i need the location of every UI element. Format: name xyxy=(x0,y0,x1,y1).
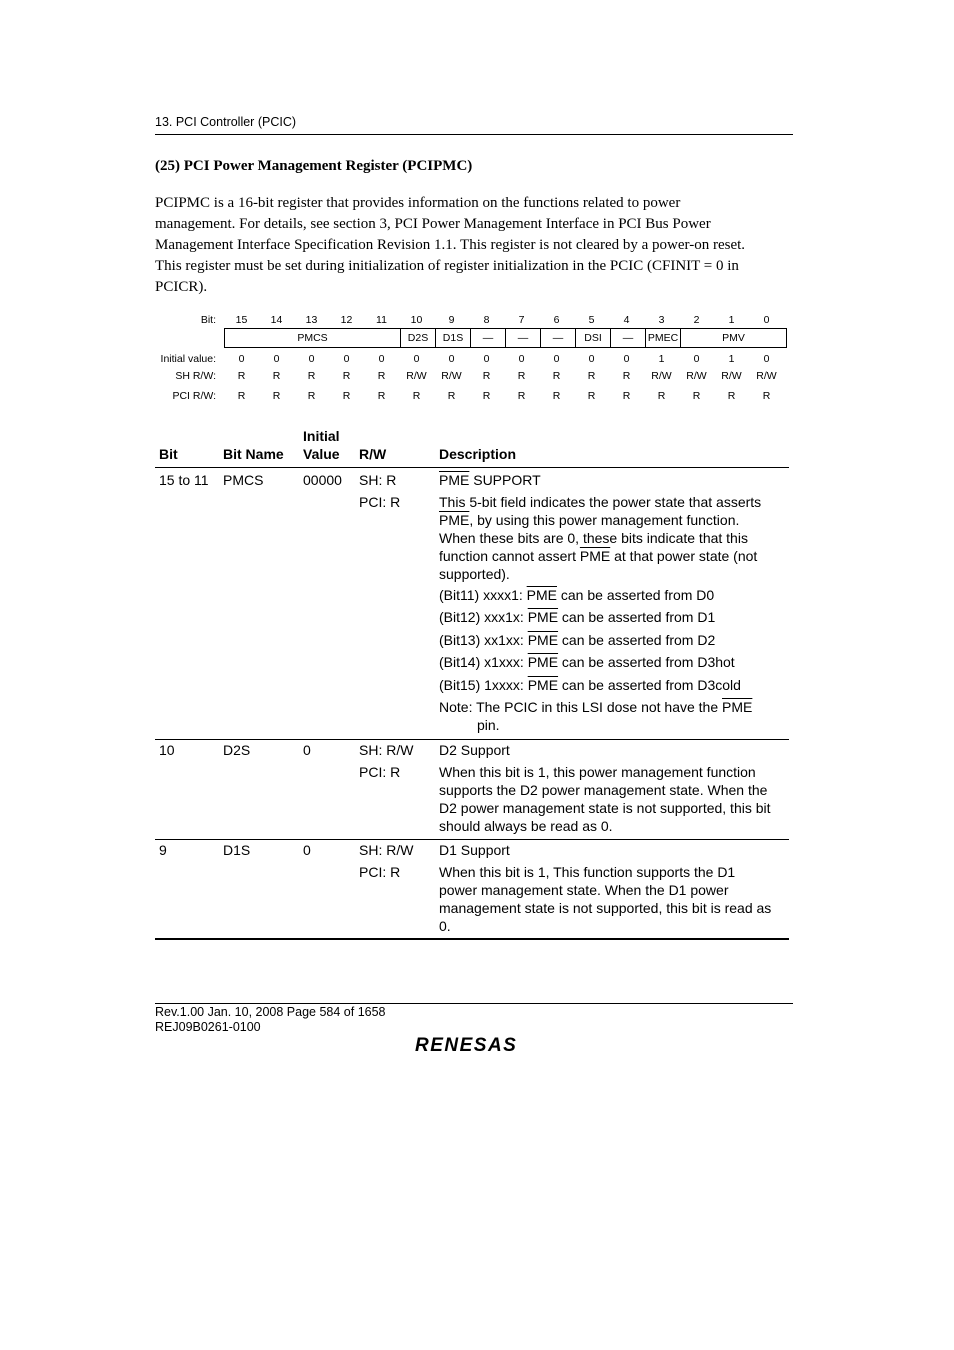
cell-description xyxy=(439,493,789,583)
desc-line: This 5-bit field indicates the power state that asserts xyxy=(439,494,762,510)
bit-number: 14 xyxy=(270,314,283,326)
bit-number: 11 xyxy=(376,314,387,326)
desc-line: supports the D2 power management state. When the xyxy=(439,782,768,798)
sh-rw-value: R/W xyxy=(721,370,742,382)
sh-rw-value: R xyxy=(482,370,491,382)
initial-value: 0 xyxy=(343,353,350,365)
pci-rw-value: R xyxy=(727,390,736,402)
desc-line: When this bit is 1, this power management function xyxy=(439,764,756,780)
field-d2s: D2S xyxy=(400,328,436,348)
header-rule xyxy=(155,134,793,135)
field-reserved-4: — xyxy=(610,328,646,348)
footer-doc-number: REJ09B0261-0100 xyxy=(155,1020,261,1034)
col-header-description: Description xyxy=(439,446,517,462)
sh-rw-value: R xyxy=(307,370,316,382)
sh-rw-value: R/W xyxy=(686,370,707,382)
table-bottom-rule xyxy=(155,938,789,940)
desc-line: When these bits are 0, these bits indicate that this xyxy=(439,530,748,546)
cell-description-title: D1 Support xyxy=(439,842,510,858)
desc-item: (Bit15) 1xxxx: $\overline{PME}$ can be asserted from D3cold xyxy=(439,677,741,693)
intro-paragraph xyxy=(155,193,795,298)
cell-bit-name: D1S xyxy=(223,842,251,858)
cell-description-title: D2 Support xyxy=(439,742,510,758)
sh-rw-value: R xyxy=(587,370,596,382)
cell-bit: 9 xyxy=(159,842,167,858)
initial-value: 0 xyxy=(378,353,385,365)
running-header: 13. PCI Controller (PCIC) xyxy=(155,115,297,129)
cell-rw-sh: SH: R/W xyxy=(359,842,414,858)
field-pmec: PMEC xyxy=(645,328,681,348)
desc-line: 0. xyxy=(439,918,451,934)
bit-number: 2 xyxy=(693,314,700,326)
intro-line: management. For details, see section 3, PCI Power Management Interface in PCI Bus Power xyxy=(155,216,711,232)
bit-number: 6 xyxy=(553,314,560,326)
cell-description xyxy=(439,863,789,935)
desc-line: should always be read as 0. xyxy=(439,818,613,834)
bit-number: 7 xyxy=(518,314,525,326)
initial-value: 0 xyxy=(308,353,315,365)
sh-rw-value: R xyxy=(342,370,351,382)
footer-rule xyxy=(155,1003,793,1004)
pci-rw-value: R xyxy=(482,390,491,402)
initial-value: 0 xyxy=(518,353,525,365)
cell-initial: 0 xyxy=(303,742,311,758)
sh-rw-value: R/W xyxy=(406,370,427,382)
desc-line: management state is not supported, this bit is read as xyxy=(439,900,772,916)
bit-number: 15 xyxy=(235,314,248,326)
initial-value: 0 xyxy=(238,353,245,365)
desc-item: (Bit14) x1xxx: $\overline{PME}$ can be asserted from D3hot xyxy=(439,654,735,670)
initial-value: 0 xyxy=(763,353,770,365)
field-reserved-6: — xyxy=(540,328,576,348)
initial-value: 0 xyxy=(553,353,560,365)
sh-rw-value: R xyxy=(272,370,281,382)
initial-value: 1 xyxy=(728,353,735,365)
pci-rw-value: R xyxy=(587,390,596,402)
renesas-logo xyxy=(415,1034,533,1059)
sh-rw-value: R xyxy=(377,370,386,382)
field-d1s: D1S xyxy=(435,328,471,348)
intro-line: Management Interface Specification Revision 1.1. This register is not cleared by a power-on reset. xyxy=(155,237,746,253)
bit-number: 1 xyxy=(728,314,735,326)
col-header-rw: R/W xyxy=(359,446,387,462)
desc-line: $\overline{PME}$, by using this power management function. xyxy=(439,512,740,528)
bit-number: 5 xyxy=(588,314,595,326)
pci-rw-value: R xyxy=(377,390,386,402)
cell-bit: 15 to 11 xyxy=(159,472,209,488)
pci-rw-value: R xyxy=(342,390,351,402)
bit-number: 8 xyxy=(483,314,490,326)
col-header-value: Value xyxy=(303,446,340,462)
desc-line: When this bit is 1, This function supports the D1 xyxy=(439,864,736,880)
table-header-rule xyxy=(155,467,789,468)
intro-line: PCICR). xyxy=(155,279,208,295)
svg-text:RENESAS: RENESAS xyxy=(415,1035,518,1054)
sh-rw-value: R xyxy=(517,370,526,382)
pci-rw-value: R xyxy=(552,390,561,402)
cell-rw-pci: PCI: R xyxy=(359,494,401,510)
cell-initial: 00000 xyxy=(303,472,342,488)
cell-bit-name: D2S xyxy=(223,742,251,758)
desc-item: (Bit12) xxx1x: $\overline{PME}$ can be asserted from D1 xyxy=(439,609,716,625)
pci-rw-value: R xyxy=(762,390,771,402)
sh-rw-value: R xyxy=(622,370,631,382)
pci-rw-value: R xyxy=(447,390,456,402)
pci-rw-value: R xyxy=(622,390,631,402)
sh-rw-value: R xyxy=(237,370,246,382)
bit-number: 12 xyxy=(340,314,353,326)
sh-rw-value: R xyxy=(552,370,561,382)
field-reserved-8: — xyxy=(470,328,506,348)
desc-line: function cannot assert $\overline{PME}$ at that power state (not xyxy=(439,548,758,564)
bit-number: 13 xyxy=(305,314,318,326)
desc-note: Note: The PCIC in this LSI dose not have the $\overline{PME}$ xyxy=(439,699,753,715)
cell-rw-sh: SH: R xyxy=(359,472,397,488)
pci-rw-value: R xyxy=(517,390,526,402)
row-divider xyxy=(155,739,789,740)
col-header-initial: Initial xyxy=(303,428,340,444)
pci-rw-value: R xyxy=(692,390,701,402)
field-pmcs: PMCS xyxy=(224,328,401,348)
initial-value: 0 xyxy=(483,353,490,365)
initial-value: 0 xyxy=(273,353,280,365)
initial-value: 0 xyxy=(448,353,455,365)
cell-description-title: $\overline{PME}$ SUPPORT xyxy=(439,472,541,488)
initial-value: 0 xyxy=(623,353,630,365)
cell-rw-pci: PCI: R xyxy=(359,864,401,880)
initial-value: 0 xyxy=(588,353,595,365)
col-header-bit: Bit xyxy=(159,446,178,462)
bit-number: 9 xyxy=(448,314,455,326)
bit-number: 3 xyxy=(658,314,665,326)
footer-revision: Rev.1.00 Jan. 10, 2008 Page 584 of 1658 xyxy=(155,1005,386,1019)
cell-rw-pci: PCI: R xyxy=(359,764,401,780)
bit-row-label: Bit: xyxy=(200,314,216,326)
intro-line: This register must be set during initialization of register initialization in the PCIC (CFINIT = 0 in xyxy=(155,258,739,274)
initial-value: 1 xyxy=(658,353,665,365)
initial-value: 0 xyxy=(693,353,700,365)
intro-line: PCIPMC is a 16-bit register that provides information on the functions related to power xyxy=(155,195,681,211)
field-reserved-7: — xyxy=(505,328,541,348)
desc-note-cont: pin. xyxy=(477,717,500,733)
section-title: (25) PCI Power Management Register (PCIPMC) xyxy=(155,158,473,174)
pci-rw-value: R xyxy=(272,390,281,402)
sh-rw-value: R/W xyxy=(651,370,672,382)
desc-line: D2 power management state is not supported, this bit xyxy=(439,800,771,816)
sh-rw-value: R/W xyxy=(756,370,777,382)
pci-rw-value: R xyxy=(657,390,666,402)
desc-line: power management state. When the D1 power xyxy=(439,882,729,898)
pci-rw-row-label: PCI R/W: xyxy=(172,390,216,402)
bit-number: 4 xyxy=(623,314,630,326)
desc-line: supported). xyxy=(439,566,510,582)
row-divider xyxy=(155,839,789,840)
desc-item: (Bit11) xxxx1: $\overline{PME}$ can be asserted from D0 xyxy=(439,587,715,603)
field-dsi: DSI xyxy=(575,328,611,348)
desc-item: (Bit13) xx1xx: $\overline{PME}$ can be asserted from D2 xyxy=(439,632,716,648)
col-header-bit-name: Bit Name xyxy=(223,446,284,462)
field-pmv: PMV xyxy=(680,328,787,348)
pci-rw-value: R xyxy=(412,390,421,402)
cell-rw-sh: SH: R/W xyxy=(359,742,414,758)
initial-value: 0 xyxy=(413,353,420,365)
sh-rw-value: R/W xyxy=(441,370,462,382)
bit-number: 0 xyxy=(763,314,770,326)
initial-row-label: Initial value: xyxy=(160,353,216,365)
cell-bit-name: PMCS xyxy=(223,472,264,488)
pci-rw-value: R xyxy=(307,390,316,402)
sh-rw-row-label: SH R/W: xyxy=(175,370,216,382)
bit-number: 10 xyxy=(410,314,423,326)
pci-rw-value: R xyxy=(237,390,246,402)
cell-initial: 0 xyxy=(303,842,311,858)
cell-bit: 10 xyxy=(159,742,175,758)
cell-description xyxy=(439,763,789,835)
